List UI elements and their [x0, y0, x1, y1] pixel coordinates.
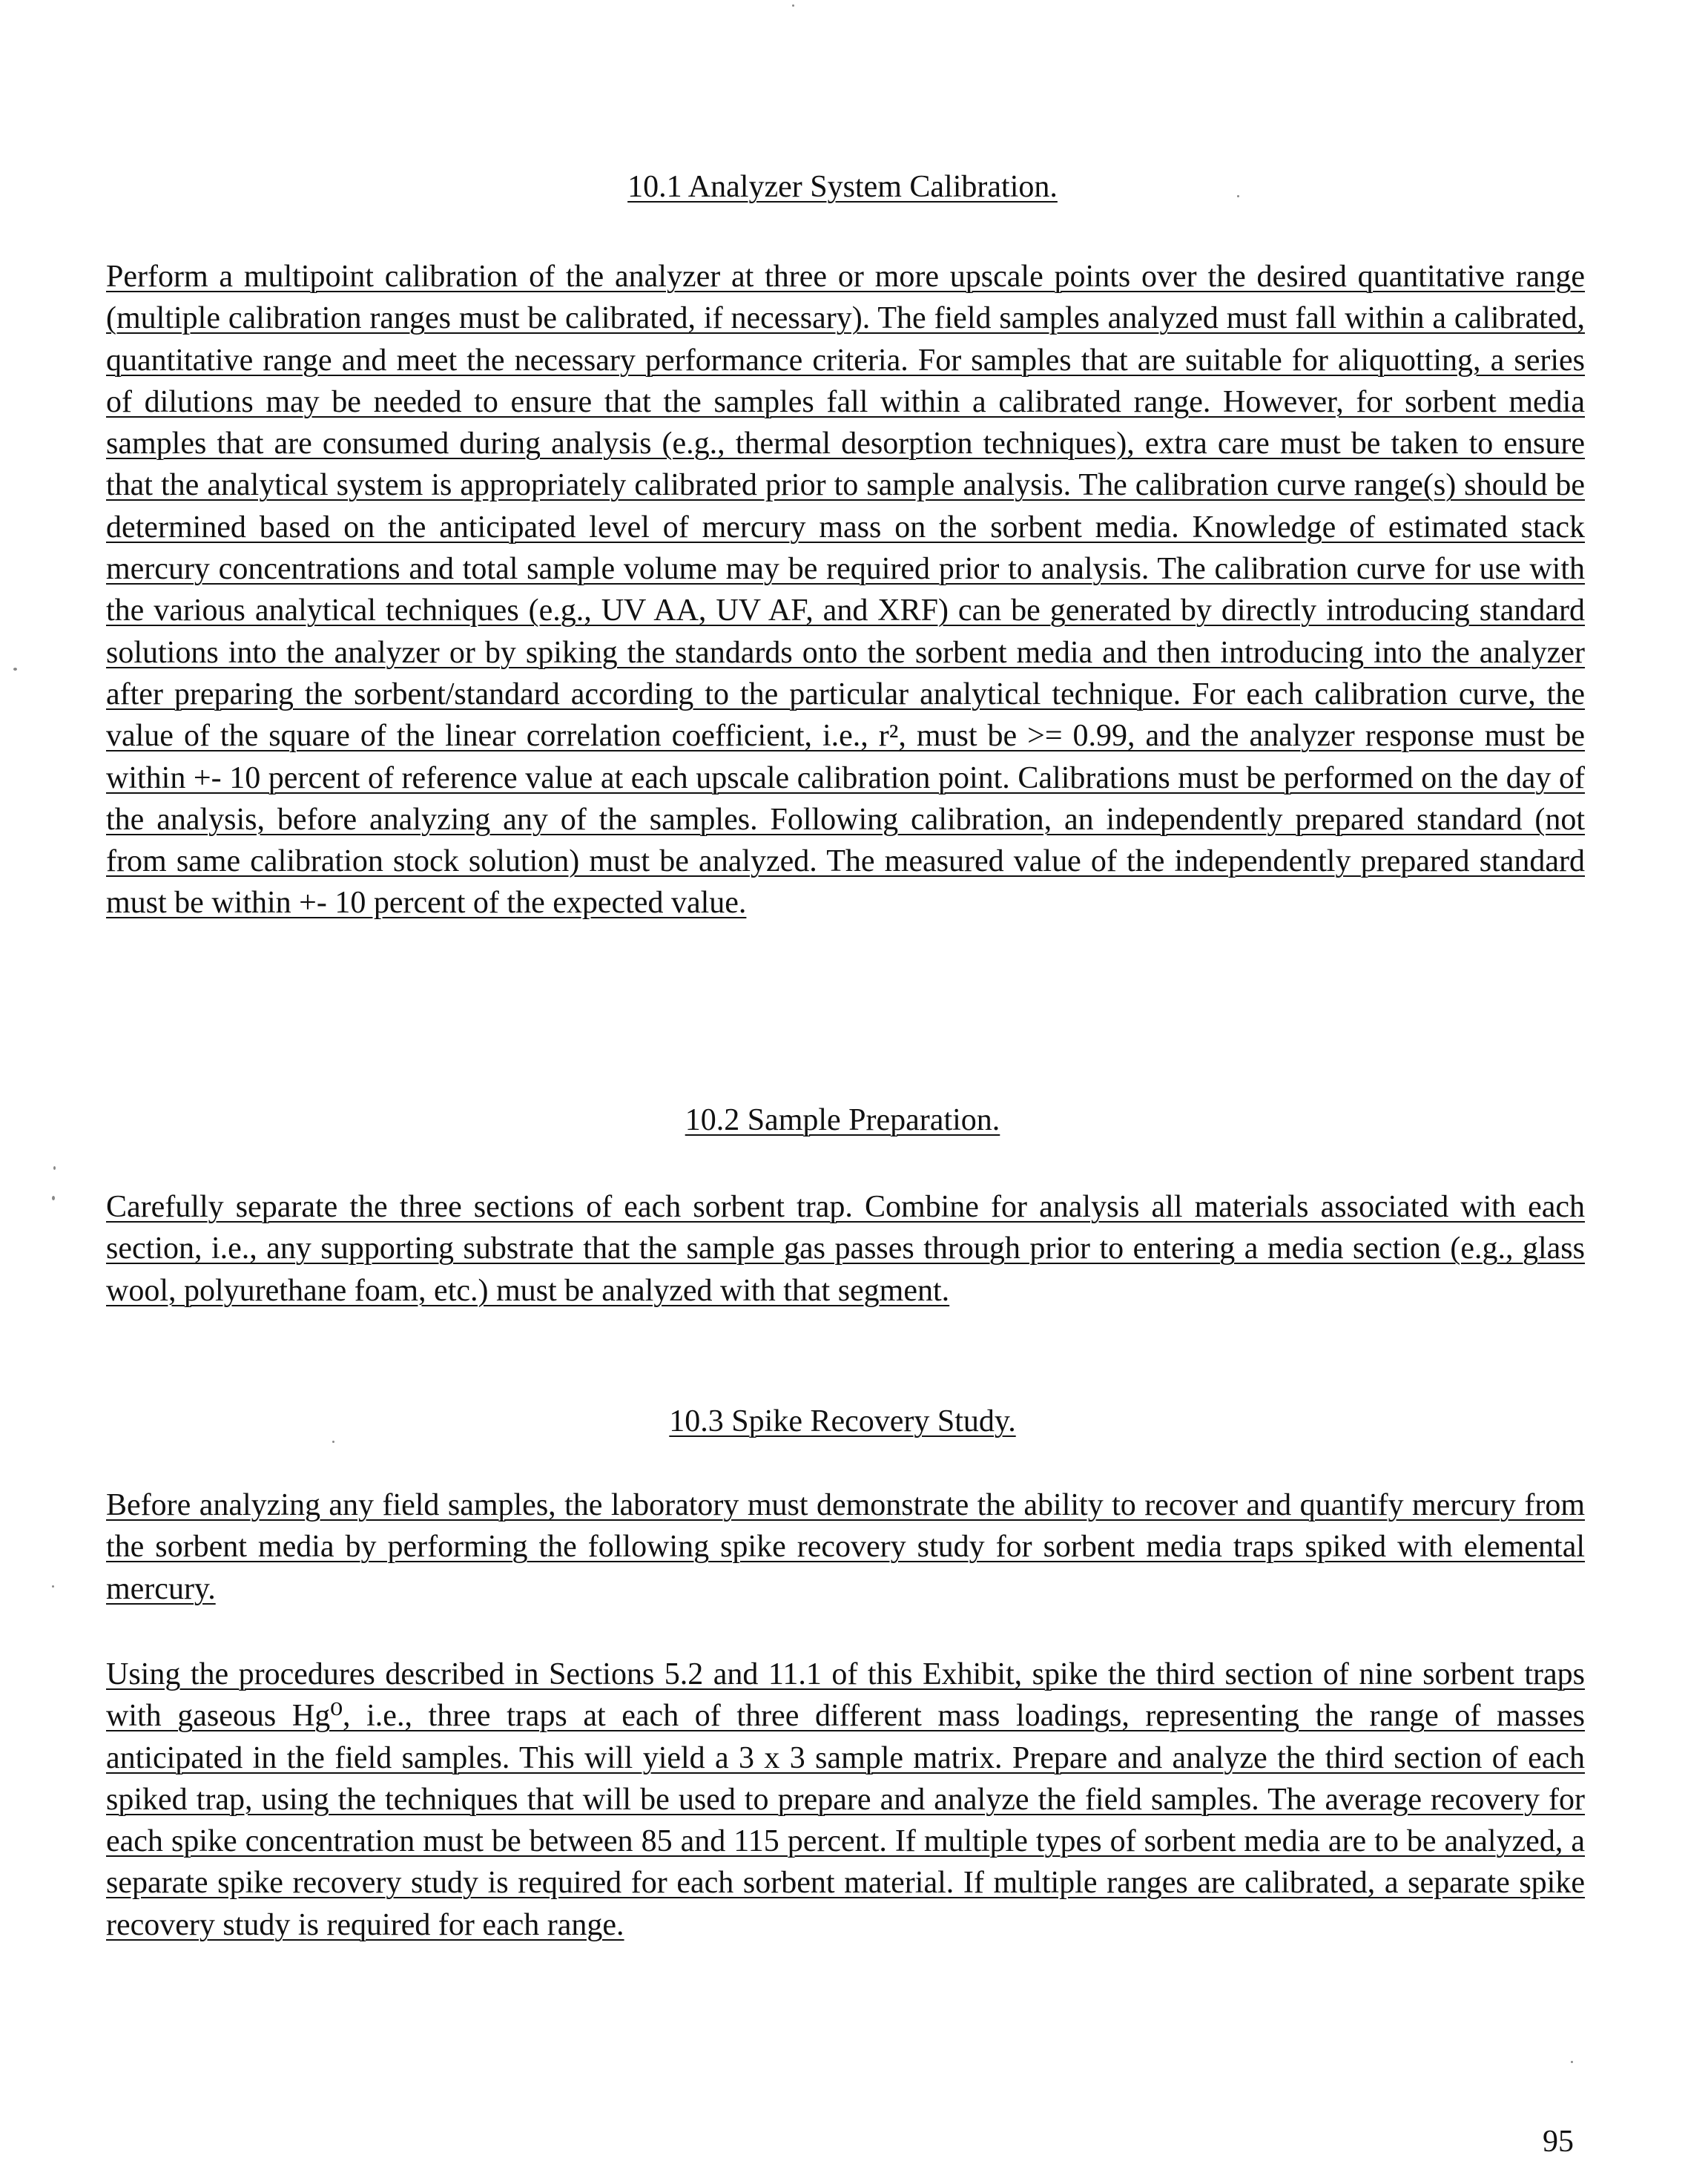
section-heading-10-2: 10.2 Sample Preparation. [685, 1103, 1000, 1137]
page-number: 95 [1543, 2125, 1574, 2159]
scan-speck [332, 1441, 334, 1443]
sample-preparation-paragraph: Carefully separate the three sections of each sorbent trap. Combine for analysis all materials associated with each section, i.e., any supporting substrate that the sample gas passes through prior to entering a media section (e.g., glass wool, polyurethane foam, etc.) must be analyzed with that segment. [106, 1190, 1585, 1308]
scan-speck [52, 1585, 54, 1588]
scan-speck [792, 4, 794, 7]
scan-speck [1237, 195, 1239, 197]
scan-speck [13, 668, 17, 671]
scan-speck [1571, 2061, 1573, 2063]
section-heading-10-3: 10.3 Spike Recovery Study. [669, 1404, 1016, 1438]
spike-recovery-procedure-paragraph: Using the procedures described in Sections 5.2 and 11.1 of this Exhibit, spike the third section of nine sorbent traps with gaseous Hg⁰, i.e., three traps at each of three different mass loadings, representing the range of masses anticipated in the field samples. This will yield a 3 x 3 sample matrix. Prepare and analyze the third section of each spiked trap, using the techniques that will be used to prepare and analyze the field samples. The average recovery for each spike concentration must be between 85 and 115 percent. If multiple types of sorbent media are to be analyzed, a separate spike recovery study is required for each sorbent material. If multiple ranges are calibrated, a separate spike recovery study is required for each range. [106, 1657, 1585, 1942]
spike-recovery-intro-paragraph: Before analyzing any field samples, the laboratory must demonstrate the ability to recover and quantify mercury from the sorbent media by performing the following spike recovery study for sorbent media traps spiked with elemental mercury. [106, 1488, 1585, 1606]
scan-speck [53, 1166, 56, 1170]
calibration-paragraph: Perform a multipoint calibration of the analyzer at three or more upscale points over the desired quantitative range (multiple calibration ranges must be calibrated, if necessary). The field samples analyzed must fall within a calibrated, quantitative range and meet the necessary performance criteria. For samples that are suitable for aliquotting, a series of dilutions may be needed to ensure that the samples fall within a calibrated range. However, for sorbent media samples that are consumed during analysis (e.g., thermal desorption techniques), extra care must be taken to ensure that the analytical system is appropriately calibrated prior to sample analysis. The calibration curve range(s) should be determined based on the anticipated level of mercury mass on the sorbent media. Knowledge of estimated stack mercury concentrations and total sample volume may be required prior to analysis. The calibration curve for use with the various analytical techniques (e.g., UV AA, UV AF, and XRF) can be generated by directly introducing standard solutions into the analyzer or by spiking the standards onto the sorbent media and then introducing into the analyzer after preparing the sorbent/standard according to the particular analytical technique. For each calibration curve, the value of the square of the linear correlation coefficient, i.e., r², must be >= 0.99, and the analyzer response must be within +- 10 percent of reference value at each upscale calibration point. Calibrations must be performed on the day of the analysis, before analyzing any of the samples. Following calibration, an independently prepared standard (not from same calibration stock solution) must be analyzed. The measured value of the independently prepared standard must be within +- 10 percent of the expected value. [106, 260, 1585, 921]
scan-speck [52, 1196, 55, 1200]
section-heading-10-1: 10.1 Analyzer System Calibration. [627, 170, 1058, 204]
